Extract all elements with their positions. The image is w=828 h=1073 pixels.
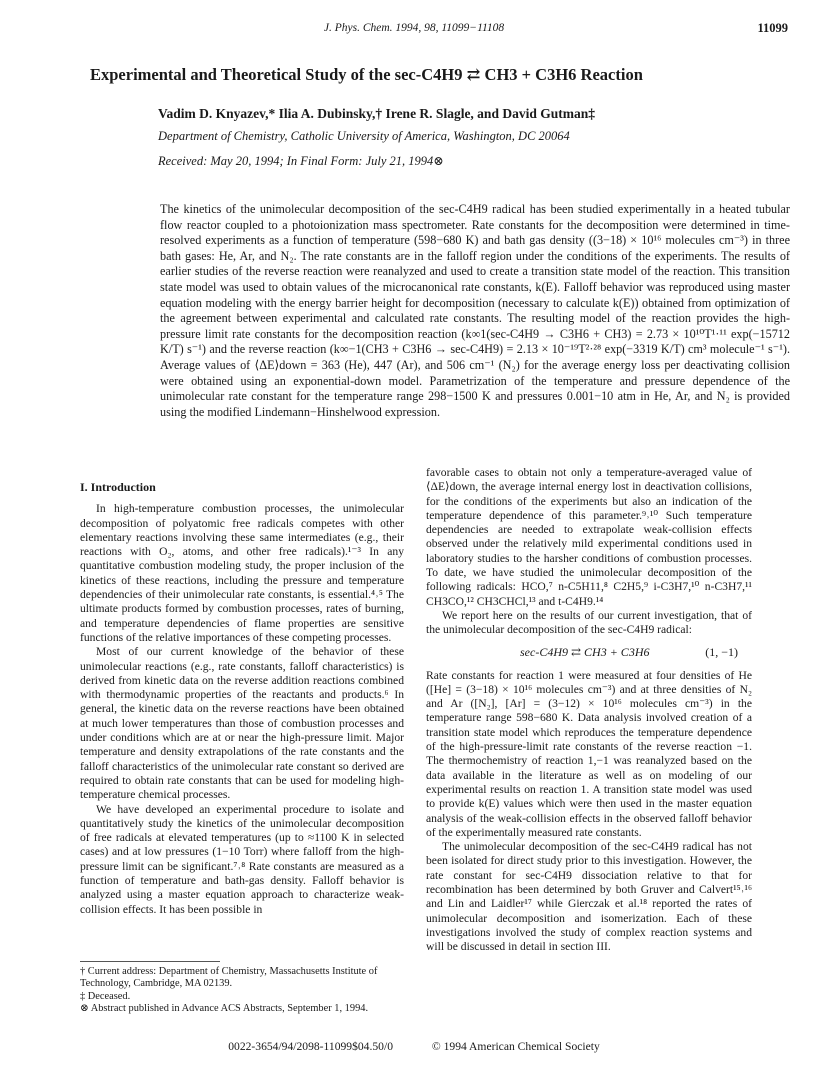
article-code: 0022-3654/94/2098-11099$04.50/0	[228, 1040, 393, 1053]
page-footer	[0, 1040, 828, 1053]
affiliation: Department of Chemistry, Catholic University of America, Washington, DC 20064	[158, 129, 570, 143]
author-list: Vadim D. Knyazev,* Ilia A. Dubinsky,† Irene R. Slagle, and David Gutman‡	[158, 106, 595, 121]
footnote-address: † Current address: Department of Chemistry, Massachusetts Institute of Technology, Cambridge, MA 02139.	[80, 966, 378, 990]
left-column	[80, 480, 404, 917]
intro-paragraph-3: We have developed an experimental procedure to isolate and quantitatively study the kinetics of the unimolecular decomposition of free radicals at elevated temperatures (up to ≈1100 K in selected cases) and at low pressures (1−10 Torr) where falloff from the high-pressure limit can be significant.⁷˒⁸ Rate constants are measured as a function of temperature and bath-gas density. Falloff behavior is analyzed using a master equation approach to characterize weak-collision effects. It has been possible in	[80, 802, 404, 916]
received-dates: Received: May 20, 1994; In Final Form: July 21, 1994⊗	[158, 154, 444, 168]
abstract: The kinetics of the unimolecular decomposition of the sec-C4H9 radical has been studied experimentally in a heated tubular flow reactor coupled to a photoionization mass spectrometer. Rate constants for the decomposition were determined in time-resolved experiments as a function of temperature (598−680 K) and bath gas density ((3−18) × 10¹⁶ molecules cm⁻³) in three bath gases: He, Ar, and N₂. The rate constants are in the falloff region under the conditions of the experiments. The results of earlier studies of the reverse reaction were reanalyzed and used to create a transition state model of the reaction. This transition state model was used to obtain values of the microcanonical rate constants, k(E). Falloff behavior was reproduced using master equation modeling with the energy barrier height for decomposition (necessary to calculate k(E)) obtained from optimization of the agreement between experimental and calculated rate constants. The resulting model of the reaction provides the high-pressure limit rate constants for the decomposition reaction (k∞1(sec-C4H9 → C3H6 + CH3) = 2.73 × 10¹⁰T¹·¹¹ exp(−15712 K/T) s⁻¹) and the reverse reaction (k∞−1(CH3 + C3H6 → sec-C4H9) = 2.13 × 10⁻¹⁹T²·²⁸ exp(−3319 K/T) cm³ molecule⁻¹ s⁻¹). Average values of ⟨ΔE⟩down = 363 (He), 447 (Ar), and 506 cm⁻¹ (N₂) for the average energy loss per deactivating collision were obtained using an exponential-down model. Parametrization of the temperature and pressure dependence of the unimolecular rate constant for the temperature range 298−1500 K and pressures 0.001−10 atm in He, Ar, and N₂ is provided using the modified Lindemann−Hinshelwood expression.	[160, 202, 790, 419]
right-column	[426, 466, 752, 955]
intro-paragraph-5: We report here on the results of our current investigation, that of the unimolecular decomposition of the sec-C4H9 radical:	[426, 608, 752, 637]
footnote-abstract-published: ⊗ Abstract published in Advance ACS Abstracts, September 1, 1994.	[80, 1003, 369, 1015]
intro-paragraph-7: The unimolecular decomposition of the sec-C4H9 radical has not been isolated for direct study prior to this investigation. However, the rate constant for sec-C4H9 dissociation relative to that for recombination has been determined by both Gruver and Calvert¹⁵˒¹⁶ and Lin and Laidler¹⁷ while Gierczak et al.¹⁸ reported the rates of unimolecular decomposition and isomerization. Each of these investigations involved the study of complex reaction systems and will be discussed in detail in section III.	[426, 840, 752, 954]
footnote-deceased: ‡ Deceased.	[80, 990, 131, 1002]
journal-citation: J. Phys. Chem. 1994, 98, 11099−11108	[323, 22, 505, 34]
intro-paragraph-2: Most of our current knowledge of the behavior of these unimolecular reactions (e.g., rate constants, falloff characteristics) is derived from kinetic data on the reverse addition reactions combined with thermodynamic properties of the reactants and products.⁶ In general, the kinetic data on the reverse reactions have been obtained at much lower temperatures than those of combustion processes and under conditions which are at or near the high-pressure limit. Major temperature and density extrapolations of the rate constants and the falloff characteristics of the unimolecular rate constant so derived are required to obtain rate constants that can be used for modeling high-temperature chemical processes.	[80, 645, 404, 802]
equation-number: (1, −1)	[705, 644, 738, 659]
equation-text: sec-C4H9 ⇄ CH3 + C3H6	[520, 644, 650, 659]
footnote-divider	[80, 961, 220, 962]
section-heading: I. Introduction	[80, 480, 156, 494]
copyright: © 1994 American Chemical Society	[431, 1040, 600, 1053]
reaction-equation	[426, 642, 752, 664]
intro-paragraph-4: favorable cases to obtain not only a temperature-averaged value of ⟨ΔE⟩down, the average internal energy lost in deactivation collisions, for the conditions of the experiments but also an indication of the temperature dependence of this parameter.⁹˒¹⁰ Such temperature dependencies are needed to extrapolate weak-collision effects observed under the relatively mild experimental conditions used in laboratory studies to the harsher conditions of combustion processes. To date, we have studied the unimolecular decomposition of the following radicals: HCO,⁷ n-C5H11,⁸ C2H5,⁹ i-C3H7,¹⁰ n-C3H7,¹¹ CH3CO,¹² CH3CHCl,¹³ and t-C4H9.¹⁴	[426, 466, 752, 608]
page-number: 11099	[757, 21, 788, 35]
footnotes	[80, 966, 404, 1016]
article-title: Experimental and Theoretical Study of the sec-C4H9 ⇄ CH3 + C3H6 Reaction	[90, 65, 643, 84]
intro-paragraph-6: Rate constants for reaction 1 were measured at four densities of He ([He] = (3−18) × 10¹⁶ molecules cm⁻³) and at three densities of N₂ and Ar ([N₂], [Ar] = (3−12) × 10¹⁶ molecules cm⁻³) in the temperature range 598−680 K. Data analysis involved creation of a transition state model which reproduces the temperature dependence of the high-pressure-limit rate constants of the reverse reaction −1. The thermochemistry of reaction 1,−1 was reanalyzed based on the data available in the literature as well as on modeling of our experimental results on reaction 1. A transition state model was used to provide k(E) values which were then used in the master equation analysis of the weak-collision effects in the observed falloff behavior of the experimentally measured rate constants.	[426, 668, 752, 839]
intro-paragraph-1: In high-temperature combustion processes, the unimolecular decomposition of polyatomic free radicals competes with other elementary reactions involving these same intermediates (e.g., their reactions with O₂, atoms, and other free radicals).¹⁻³ In any quantitative combustion modeling study, the proper inclusion of the kinetics of these reactions, including the pressure and temperature dependencies of their unimolecular rate constants, is essential.⁴˒⁵ The ultimate products formed by combustion processes, rates of burning, and temperature dependencies of flame properties are sensitive functions of the relative importances of these competing processes.	[80, 502, 404, 644]
